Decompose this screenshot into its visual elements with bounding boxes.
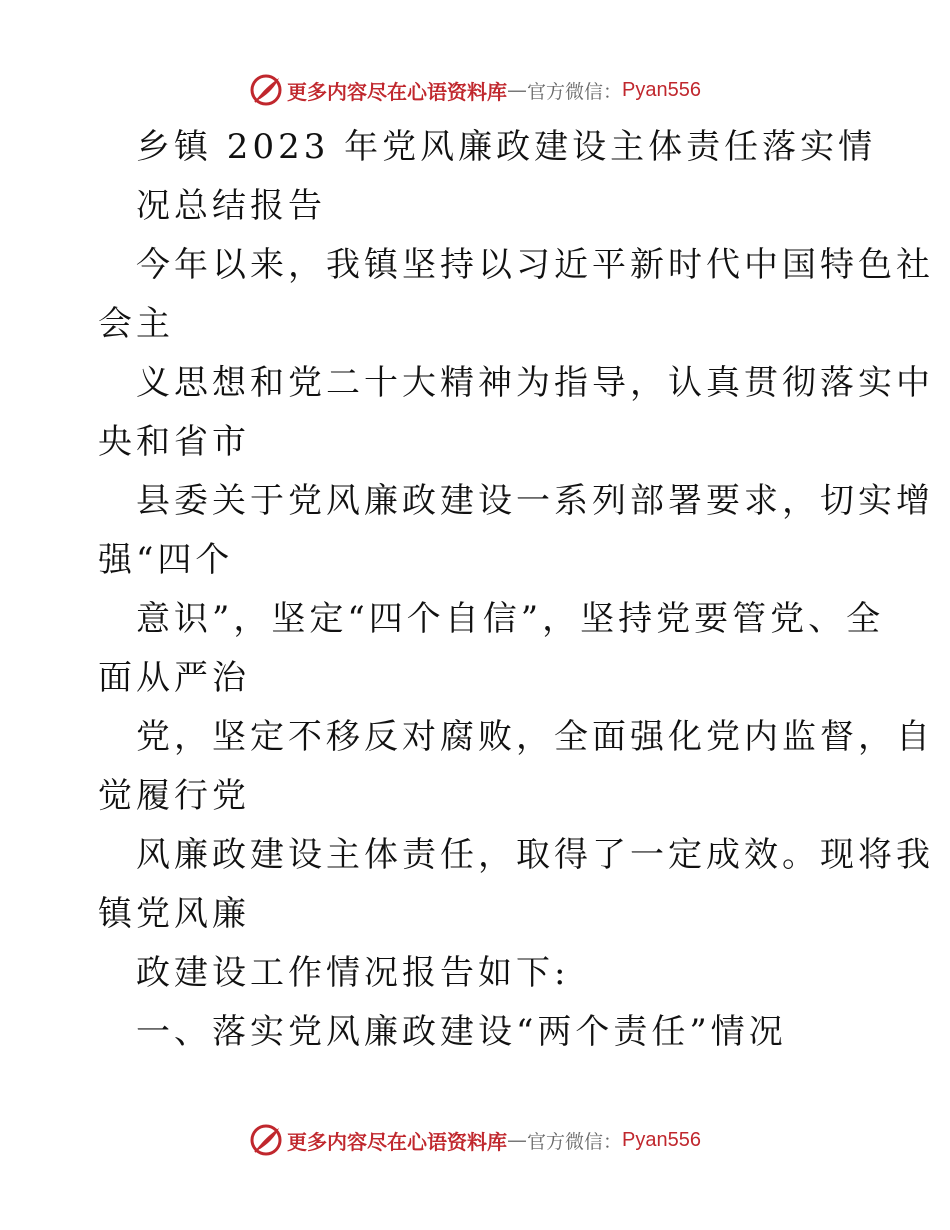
banner-dash: — [507, 1128, 527, 1152]
paragraph-line: 央和省市 [98, 422, 250, 462]
paragraph-line: 强“四个 [98, 540, 234, 580]
banner-wechat-id: Pyan556 [622, 78, 701, 101]
paragraph-line: 觉履行党 [98, 776, 250, 816]
quill-logo-icon [249, 73, 283, 107]
banner-title: 更多内容尽在心语资料库 [287, 1129, 507, 1154]
paragraph-line: 镇党风廉 [98, 894, 250, 934]
paragraph-line: 党，坚定不移反对腐败，全面强化党内监督，自 [136, 717, 934, 757]
paragraph-line: 风廉政建设主体责任，取得了一定成效。现将我 [136, 835, 934, 875]
quill-logo-icon [249, 1123, 283, 1157]
section-heading: 一、落实党风廉政建设“两个责任”情况 [136, 1012, 787, 1052]
banner-title: 更多内容尽在心语资料库 [287, 79, 507, 104]
paragraph-line: 县委关于党风廉政建设一系列部署要求，切实增 [136, 481, 934, 521]
paragraph-line: 义思想和党二十大精神为指导，认真贯彻落实中 [136, 363, 934, 403]
title-line-1: 乡镇 2023 年党风廉政建设主体责任落实情 [136, 127, 877, 167]
paragraph-line: 面从严治 [98, 658, 250, 698]
banner-wechat-label: 官方微信： [527, 80, 623, 103]
banner-wechat-label: 官方微信： [527, 1130, 623, 1153]
paragraph-line: 会主 [98, 304, 174, 344]
footer-banner [0, 1120, 950, 1160]
paragraph-line: 政建设工作情况报告如下: [136, 953, 570, 993]
banner-wechat-id: Pyan556 [622, 1128, 701, 1151]
banner-dash: — [507, 78, 527, 102]
title-line-2: 况总结报告 [136, 186, 326, 226]
paragraph-line: 今年以来，我镇坚持以习近平新时代中国特色社 [136, 245, 934, 285]
header-banner [0, 70, 950, 110]
paragraph-line: 意识”，坚定“四个自信”，坚持党要管党、全 [136, 599, 885, 639]
